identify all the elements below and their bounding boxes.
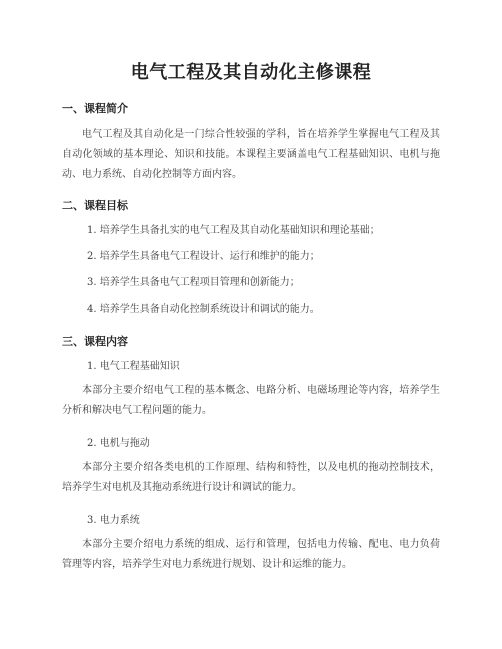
goal-item-1: 1. 培养学生具备扎实的电气工程及其自动化基础知识和理论基础；: [87, 225, 380, 236]
goal-item-3: 3. 培养学生具备电气工程项目管理和创新能力；: [87, 277, 300, 288]
document-title: 电气工程及其自动化主修课程: [130, 62, 372, 83]
content-subsection-paragraph-3: 本部分主要介绍电力系统的组成、运行和管理，包括电力传输、配电、电力负荷管理等内容，培养学生对电力系统进行规划、设计和运维的能力。: [62, 539, 440, 570]
intro-paragraph: 电气工程及其自动化是一门综合性较强的学科，旨在培养学生掌握电气工程及其自动化领域的基本理论、知识和技能。本课程主要涵盖电气工程基础知识、电机与拖动、电力系统、自动化控制等方面内容。: [62, 129, 440, 180]
content-subsection-paragraph-1: 本部分主要介绍电气工程的基本概念、电路分析、电磁场理论等内容，培养学生分析和解决电气工程问题的能力。: [62, 385, 440, 416]
goal-item-2: 2. 培养学生具备电气工程设计、运行和维护的能力；: [87, 251, 320, 262]
section-heading-content: 三、课程内容: [62, 335, 128, 348]
content-subsection-label-1: 1. 电气工程基础知识: [87, 361, 180, 372]
content-subsection-label-2: 2. 电机与拖动: [87, 438, 150, 449]
content-subsection-paragraph-2: 本部分主要介绍各类电机的工作原理、结构和特性，以及电机的拖动控制技术，培养学生对电机及其拖动系统进行设计和调试的能力。: [62, 462, 440, 493]
section-heading-goals: 二、课程目标: [62, 199, 128, 212]
section-heading-intro: 一、课程简介: [62, 102, 128, 115]
goal-item-4: 4. 培养学生具备自动化控制系统设计和调试的能力。: [87, 304, 320, 315]
content-subsection-label-3: 3. 电力系统: [87, 515, 140, 526]
